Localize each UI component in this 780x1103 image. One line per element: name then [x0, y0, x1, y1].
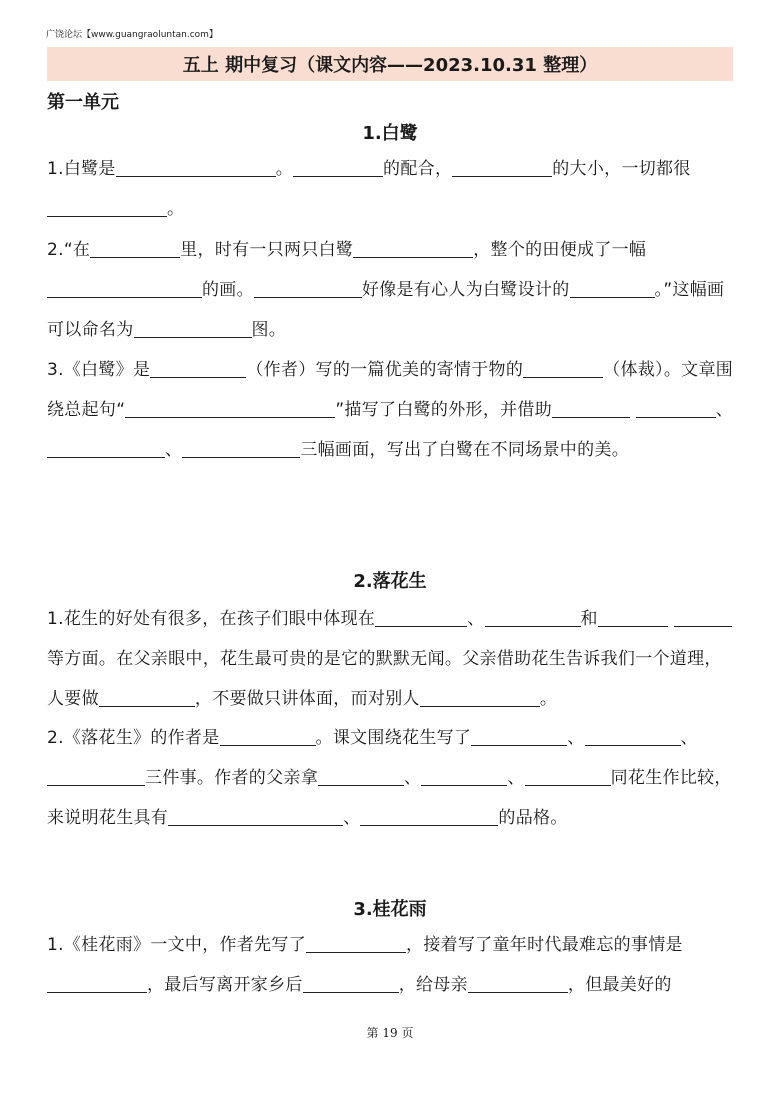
question-text: 。: [167, 199, 185, 219]
question-text: 、: [404, 768, 422, 788]
question-text: 1.花生的好处有很多，在孩子们眼中体现在: [47, 609, 376, 629]
question-text: ，接着写了童年时代最难忘的事情是: [406, 935, 683, 955]
section-title-guihuayu: 3.桂花雨: [353, 899, 427, 920]
question-text: 的大小，一切都很: [552, 159, 691, 179]
question-text: 2.“在: [47, 240, 91, 260]
section-title-luohuasheng: 2.落花生: [353, 571, 427, 592]
answer-blank: [552, 399, 630, 418]
question-text: 、: [567, 728, 585, 748]
answer-blank: [585, 727, 681, 746]
answer-blank: [150, 359, 246, 378]
page-number: 第 19 页: [366, 1026, 414, 1040]
question-text: ，但最美好的: [567, 975, 672, 995]
answer-blank: [99, 688, 195, 707]
answer-blank: [182, 439, 300, 458]
answer-blank: [116, 158, 276, 177]
question-paragraph: [47, 925, 737, 1005]
question-paragraph: [47, 149, 737, 229]
page-title-text: 五上 期中复习（课文内容——2023.10.31 整理）: [182, 55, 598, 76]
question-text: （作者）写的一篇优美的寄情于物的: [246, 360, 524, 380]
question-paragraph: [47, 350, 737, 470]
question-paragraph: [47, 230, 737, 350]
answer-blank: [375, 608, 467, 627]
answer-blank: [468, 974, 568, 993]
watermark: 广饶论坛【www.guangraoluntan.com】: [46, 30, 218, 40]
question-text: ，不要做只讲体面，而对别人: [194, 689, 420, 709]
question-text: 2.《落花生》的作者是: [47, 728, 220, 748]
answer-blank: [47, 974, 147, 993]
question-text: 、: [165, 440, 183, 460]
question-text: ，整个的田便成了一幅: [473, 240, 647, 260]
question-text: 好像是有心人为白鹭设计的: [361, 280, 570, 300]
answer-blank: [47, 767, 145, 786]
answer-blank: [47, 279, 202, 298]
answer-blank: [485, 608, 581, 627]
answer-blank: [360, 807, 498, 826]
answer-blank: [168, 807, 343, 826]
question-text: 同花生作比较，来说明花生具有: [47, 768, 732, 828]
answer-blank: [353, 239, 473, 258]
question-text: 的配合，: [383, 159, 453, 179]
question-paragraph: [47, 718, 737, 838]
question-text: 。课文围绕花生写了: [315, 728, 472, 748]
question-text: 三件事。作者的父亲拿: [145, 768, 318, 788]
question-text: 图。: [251, 320, 287, 340]
answer-blank: [47, 198, 167, 217]
question-text: ”描写了白鹭的外形，并借助: [335, 400, 553, 420]
question-text: 3.《白鹭》是: [47, 360, 151, 380]
answer-blank: [452, 158, 552, 177]
answer-blank: [220, 727, 316, 746]
unit-heading: 第一单元: [47, 92, 119, 113]
answer-blank: [293, 158, 383, 177]
question-text: 、: [715, 400, 734, 420]
question-text: 、: [507, 768, 525, 788]
question-text: 、: [467, 609, 485, 629]
question-text: 的画。: [202, 280, 254, 300]
answer-blank: [134, 319, 252, 338]
question-text: 、: [343, 808, 361, 828]
question-text: 三幅画面，写出了白鹭在不同场景中的美。: [300, 440, 630, 460]
answer-blank: [421, 767, 507, 786]
question-text: 。: [275, 159, 294, 179]
question-text: （体裁）。文章围绕总起句“: [47, 360, 734, 420]
answer-blank: [90, 239, 180, 258]
question-text: ，最后写离开家乡后: [147, 975, 303, 995]
answer-blank: [570, 279, 655, 298]
question-paragraph: [47, 599, 737, 719]
question-text: 。: [539, 689, 558, 709]
answer-blank: [636, 399, 716, 418]
answer-blank: [420, 688, 540, 707]
section-title-bailu: 1.白鹭: [362, 123, 418, 144]
question-text: 、: [680, 728, 698, 748]
answer-blank: [318, 767, 404, 786]
question-text: 1.《桂花雨》一文中，作者先写了: [47, 935, 307, 955]
answer-blank: [525, 767, 611, 786]
question-text: 1.白鹭是: [47, 159, 116, 179]
question-text: 的品格。: [498, 808, 568, 828]
answer-blank: [306, 934, 406, 953]
answer-blank: [471, 727, 567, 746]
answer-blank: [598, 608, 668, 627]
answer-blank: [674, 608, 732, 627]
answer-blank: [47, 439, 165, 458]
page-title: [47, 47, 733, 81]
question-text: 。”这幅画可以命名为: [47, 280, 725, 340]
question-text: 等方面。在父亲眼中，花生最可贵的是它的默默无闻。父亲借助花生告诉我们一个道理，人要做: [47, 649, 722, 709]
question-text: 里，时有一只两只白鹭: [180, 240, 354, 260]
answer-blank: [303, 974, 399, 993]
question-text: ，给母亲: [398, 975, 468, 995]
answer-blank: [523, 359, 603, 378]
answer-blank: [125, 399, 335, 418]
answer-blank: [254, 279, 362, 298]
question-text: 和: [580, 609, 598, 629]
